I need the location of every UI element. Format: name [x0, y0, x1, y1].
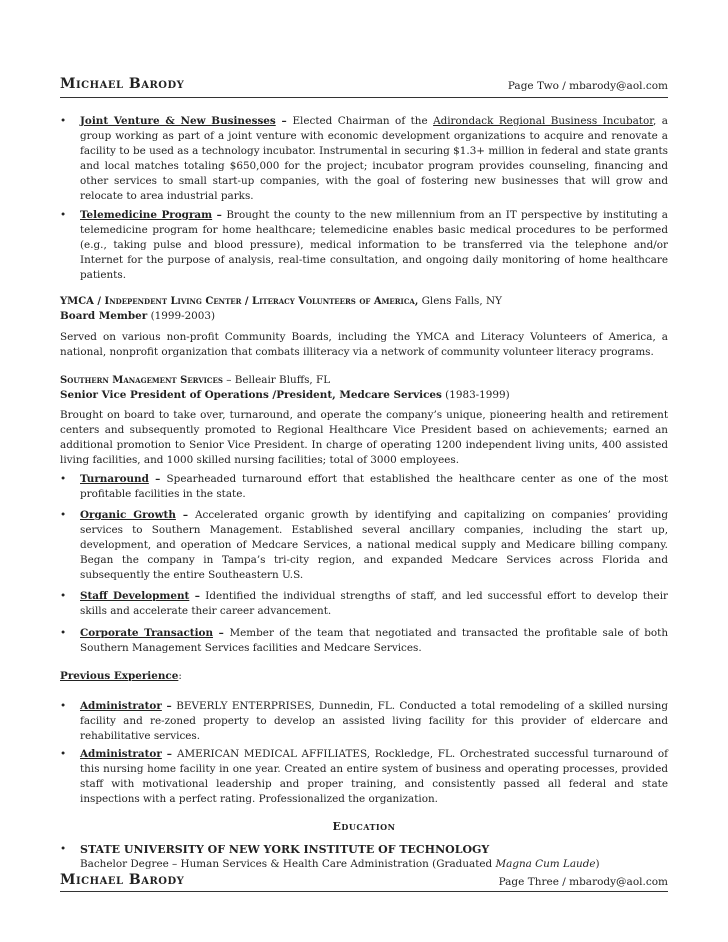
bullet-icon: •	[60, 209, 67, 221]
sms-heading: Southern Management Services – Belleair Bluffs, FL	[60, 374, 331, 386]
education-heading: Education	[332, 820, 396, 833]
item-title: Administrator	[80, 700, 162, 712]
degree-line: Bachelor Degree – Human Services & Health Care Administration (Graduated Magna Cum Laude)	[80, 858, 600, 870]
list-item: • Staff Development – Identified the individual strengths of staff, and led successful effort to develop their skills and accelerate their career advancement.	[60, 590, 668, 617]
footer-rule	[60, 891, 668, 892]
item-text: Member of the team that negotiated and transacted the profitable sale of both Southern Management Services facilities and Medcare Services.	[80, 627, 669, 654]
bullet-icon: •	[60, 115, 67, 127]
footer-page-label: Page Three / mbarody@aol.com	[498, 876, 668, 888]
list-item	[60, 842, 668, 872]
list-item: • Telemedicine Program – Brought the county to the new millennium from an IT perspective by instituting a telemedicine program for home healthcare; telemedicine enables basic medical procedures to be performed (e.g., taking pulse and blood pressure), medical information to be transferred via the telephone and/or Internet for the purpose of analysis, real-time consultation, and ongoing daily monitoring of home healthcare patients.	[60, 209, 668, 281]
list-item: • Corporate Transaction – Member of the team that negotiated and transacted the profitable sale of both Southern Management Services facilities and Medcare Services.	[60, 627, 669, 654]
list-item: • Administrator – BEVERLY ENTERPRISES, Dunnedin, FL. Conducted a total remodeling of a skilled nursing facility and re-zoned property to develop an assisted living facility for this provider of eldercare and rehabilitative services.	[60, 700, 668, 742]
item-title: Corporate Transaction	[80, 627, 214, 639]
bullet-icon: •	[60, 509, 67, 521]
header-rule	[60, 97, 668, 98]
item-text: Accelerated organic growth by identifying and capitalizing on companies’ providing services to Southern Management. Established several ancillary companies, including the start up, development, and operation of Medcare Services, a national medical supply and Medicare billing company. Began the company in Tampa’s tri-city region, and expanded Medcare Services across Florida and subsequently the entire Southeastern U.S.	[80, 509, 669, 581]
role-title: Board Member	[60, 310, 148, 322]
item-text: BEVERLY ENTERPRISES, Dunnedin, FL. Conducted a total remodeling of a skilled nursing facility and re-zoned property to develop an assisted living facility for this provider of eldercare and rehabilitative services.	[80, 700, 668, 742]
item-text: Identified the individual strengths of staff, and led successful effort to develop their skills and accelerate their career advancement.	[80, 590, 668, 617]
sms-description: Brought on board to take over, turnaround, and operate the company’s unique, pioneering health and retirement centers and subsequently promoted to Regional Healthcare Vice President based on achievements; earned an additional promotion to Senior Vice President. In charge of operating 1200 independent living units, 400 assisted living facilities, and 1000 skilled nursing facilities; total of 3000 employees.	[60, 409, 668, 466]
list-item: • Administrator – AMERICAN MEDICAL AFFILIATES, Rockledge, FL. Orchestrated successful turnaround of this nursing home facility in one year. Created an entire system of business and operating processes, provided staff with motivational leadership and proper training, and consistently passed all federal and state inspections with a perfect rating. Professionalized the organization.	[60, 748, 669, 805]
item-text: Elected Chairman of the	[292, 115, 434, 127]
page-header	[60, 76, 668, 92]
header-name: Michael Barody	[60, 76, 185, 92]
item-title: Administrator	[80, 748, 162, 760]
item-text: Spearheaded turnaround effort that established the healthcare center as one of the most profitable facilities in the state.	[80, 473, 668, 500]
page-footer	[60, 872, 668, 888]
item-title: Staff Development	[80, 590, 190, 602]
item-text: AMERICAN MEDICAL AFFILIATES, Rockledge, FL. Orchestrated successful turnaround of this nursing home facility in one year. Created an entire system of business and operating processes, provided staff with motivational leadership and proper training, and consistently passed all federal and state inspections with a perfect rating. Professionalized the organization.	[80, 748, 669, 805]
header-page-label: Page Two / mbarody@aol.com	[507, 80, 668, 92]
bullet-icon: •	[60, 748, 67, 760]
role-title: Senior Vice President of Operations /President, Medcare Services	[60, 389, 442, 401]
list-item: • Organic Growth – Accelerated organic growth by identifying and capitalizing on companies’ providing services to Southern Management. Established several ancillary companies, including the start up, development, and operation of Medcare Services, a national medical supply and Medicare billing company. Began the company in Tampa’s tri-city region, and expanded Medcare Services across Florida and subsequently the entire Southeastern U.S.	[60, 509, 669, 581]
incubator-name: Adirondack Regional Business Incubator	[433, 115, 654, 127]
item-title: Turnaround	[80, 473, 149, 485]
ymca-role: Board Member (1999-2003)	[60, 310, 216, 322]
bullet-icon: •	[60, 700, 67, 712]
bullet-icon: •	[60, 843, 67, 855]
bullet-icon: •	[60, 590, 67, 602]
item-text: Brought the county to the new millennium from an IT perspective by instituting a telemedicine program for home healthcare; telemedicine enables basic medical procedures to be performed (e.g., taking pulse and blood pressure), medical information to be transferred via the telephone and/or Internet for the purpose of analysis, real-time consultation, and ongoing daily monitoring of home healthcare patients.	[80, 209, 668, 281]
bullet-icon: •	[60, 473, 67, 485]
org-name: YMCA / Independent Living Center / Literacy Volunteers of America,	[60, 296, 419, 307]
previous-experience-heading: Previous Experience:	[60, 670, 182, 682]
footer-name: Michael Barody	[60, 872, 185, 888]
ymca-description: Served on various non-profit Community Boards, including the YMCA and Literacy Volunteers of America, a national, nonprofit organization that combats illiteracy via a network of community volunteer literacy programs.	[60, 331, 668, 358]
section-title: Previous Experience	[60, 670, 179, 682]
org-name: Southern Management Services	[60, 375, 223, 386]
bullet-icon: •	[60, 627, 67, 639]
ymca-heading: YMCA / Independent Living Center / Literacy Volunteers of America, Glens Falls, NY	[60, 295, 502, 307]
item-title: Organic Growth	[80, 509, 176, 521]
list-item: • Turnaround – Spearheaded turnaround effort that established the healthcare center as one of the most profitable facilities in the state.	[60, 473, 668, 500]
item-title: Joint Venture & New Businesses	[80, 115, 276, 127]
item-title: Telemedicine Program	[80, 209, 213, 221]
list-item: • Joint Venture & New Businesses – Elected Chairman of the Adirondack Regional Business Incubator, a group working as part of a joint venture with economic development organizations to acquire and renovate a facility to be used as a technology incubator. Instrumental in securing $1.3+ million in federal and state grants and local matches totaling $650,000 for the project; incubator program provides counseling, financing and other services to small start-up companies, with the goal of fostering new businesses that will grow and relocate to area industrial parks.	[60, 115, 668, 202]
honor: Magna Cum Laude	[495, 858, 596, 870]
sms-role: Senior Vice President of Operations /President, Medcare Services (1983-1999)	[60, 389, 510, 401]
school-name: STATE UNIVERSITY OF NEW YORK INSTITUTE OF TECHNOLOGY	[80, 843, 490, 856]
